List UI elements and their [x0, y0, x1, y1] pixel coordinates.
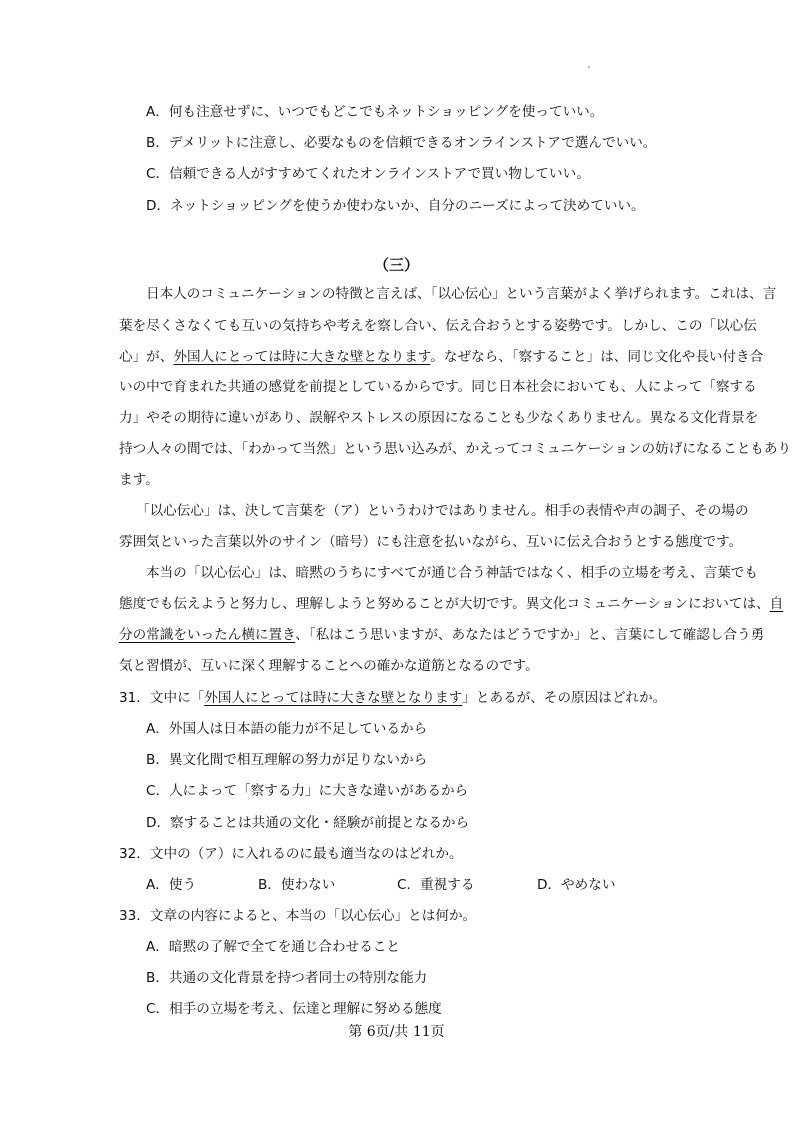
- passage-line: 雰囲気といった言葉以外のサイン（暗号）にも注意を払いながら、互いに伝え合おうとする態度です。: [119, 534, 743, 550]
- question-33-stem: 33．文章の内容によると、本当の「以心伝心」とは何か。: [119, 908, 477, 924]
- passage-line: いの中で育まれた共通の感覚を前提としているからです。同じ日本社会においても、人によって「察する: [119, 379, 757, 395]
- passage-line: [119, 347, 763, 367]
- passage-line: ます。: [119, 472, 159, 488]
- passage-line: [119, 594, 783, 614]
- q32-option-c: C．重視する: [397, 877, 475, 893]
- passage-text: 。なぜなら、「察すること」は、同じ文化や長い付き合: [430, 349, 764, 365]
- scan-speck: [588, 66, 590, 68]
- question-text: 31．文中に「: [119, 690, 205, 706]
- q32-option-a: A．使う: [146, 877, 197, 893]
- q31-option-d: D．察することは共通の文化・経験が前提となるから: [146, 815, 470, 831]
- prev-option-a: A．何も注意せずに、いつでもどこでもネットショッピングを使っていい。: [146, 104, 604, 120]
- question-32-stem: 32．文中の（ア）に入れるのに最も適当なのはどれか。: [119, 846, 463, 862]
- passage-line: 葉を尽くさなくても互いの気持ちや考えを察し合い、伝え合おうとする姿勢です。しかし、この「以心伝: [119, 318, 757, 334]
- passage-text: 、「私はこう思いますが、あなたはどうですか」と、言葉にして確認し合う勇: [295, 627, 765, 643]
- prev-option-b: B．デメリットに注意し、必要なものを信頼できるオンラインストアで選んでいい。: [146, 135, 657, 151]
- underlined-phrase-31-ref: 外国人にとっては時に大きな壁となります: [204, 690, 463, 706]
- prev-option-d: D．ネットショッピングを使うか使わないか、自分のニーズによって決めていい。: [146, 198, 645, 214]
- q33-option-b: B．共通の文化背景を持つ者同士の特別な能力: [146, 970, 428, 986]
- passage-line: 持つ人々の間では、「わかって当然」という思い込みが、かえってコミュニケーションの妨げになることもあり: [119, 441, 792, 457]
- section-title: （三）: [373, 256, 419, 274]
- underlined-phrase: 分の常識をいったん横に置き: [119, 627, 296, 643]
- page-number: 第 6页/共 11页: [348, 1024, 445, 1040]
- q32-option-d: D．やめない: [537, 877, 616, 893]
- question-text: 」とあるが、その原因はどれか。: [462, 690, 667, 706]
- underlined-phrase: 自: [769, 596, 784, 612]
- passage-line: 力」やその期待に違いがあり、誤解やストレスの原因になることも少なくありません。異なる文化背景を: [119, 410, 759, 426]
- q31-option-c: C．人によって「察する力」に大きな違いがあるから: [146, 783, 469, 799]
- question-31-stem: [119, 688, 666, 708]
- passage-line: [119, 625, 764, 645]
- q33-option-a: A．暗黙の了解で全てを通じ合わせること: [146, 939, 400, 955]
- passage-text: 態度でも伝えようと努力し、理解しようと努めることが大切です。異文化コミュニケーションにおいては、: [119, 596, 770, 612]
- q31-option-b: B．異文化間で相互理解の努力が足りないから: [146, 752, 428, 768]
- underlined-phrase-31: 外国人にとっては時に大きな壁となります: [173, 349, 431, 365]
- passage-line: 気と習慣が、互いに深く理解することへの確かな道筋となるのです。: [119, 658, 539, 674]
- prev-option-c: C．信頼できる人がすすめてくれたオンラインストアで買い物していい。: [146, 166, 590, 182]
- q33-option-c: C．相手の立場を考え、伝達と理解に努める態度: [146, 1001, 442, 1017]
- passage-line: 「以心伝心」は、決して言葉を（ア）というわけではありません。相手の表情や声の調子、その場の: [136, 503, 749, 519]
- q32-option-b: B．使わない: [258, 877, 336, 893]
- passage-line: 日本人のコミュニケーションの特徴と言えば、「以心伝心」という言葉がよく挙げられます。これは、言: [146, 286, 777, 302]
- q31-option-a: A．外国人は日本語の能力が不足しているから: [146, 721, 428, 737]
- passage-line: 本当の「以心伝心」は、暗黙のうちにすべてが通じ合う神話ではなく、相手の立場を考え、言葉でも: [146, 565, 758, 581]
- passage-text: 心」が、: [119, 349, 174, 365]
